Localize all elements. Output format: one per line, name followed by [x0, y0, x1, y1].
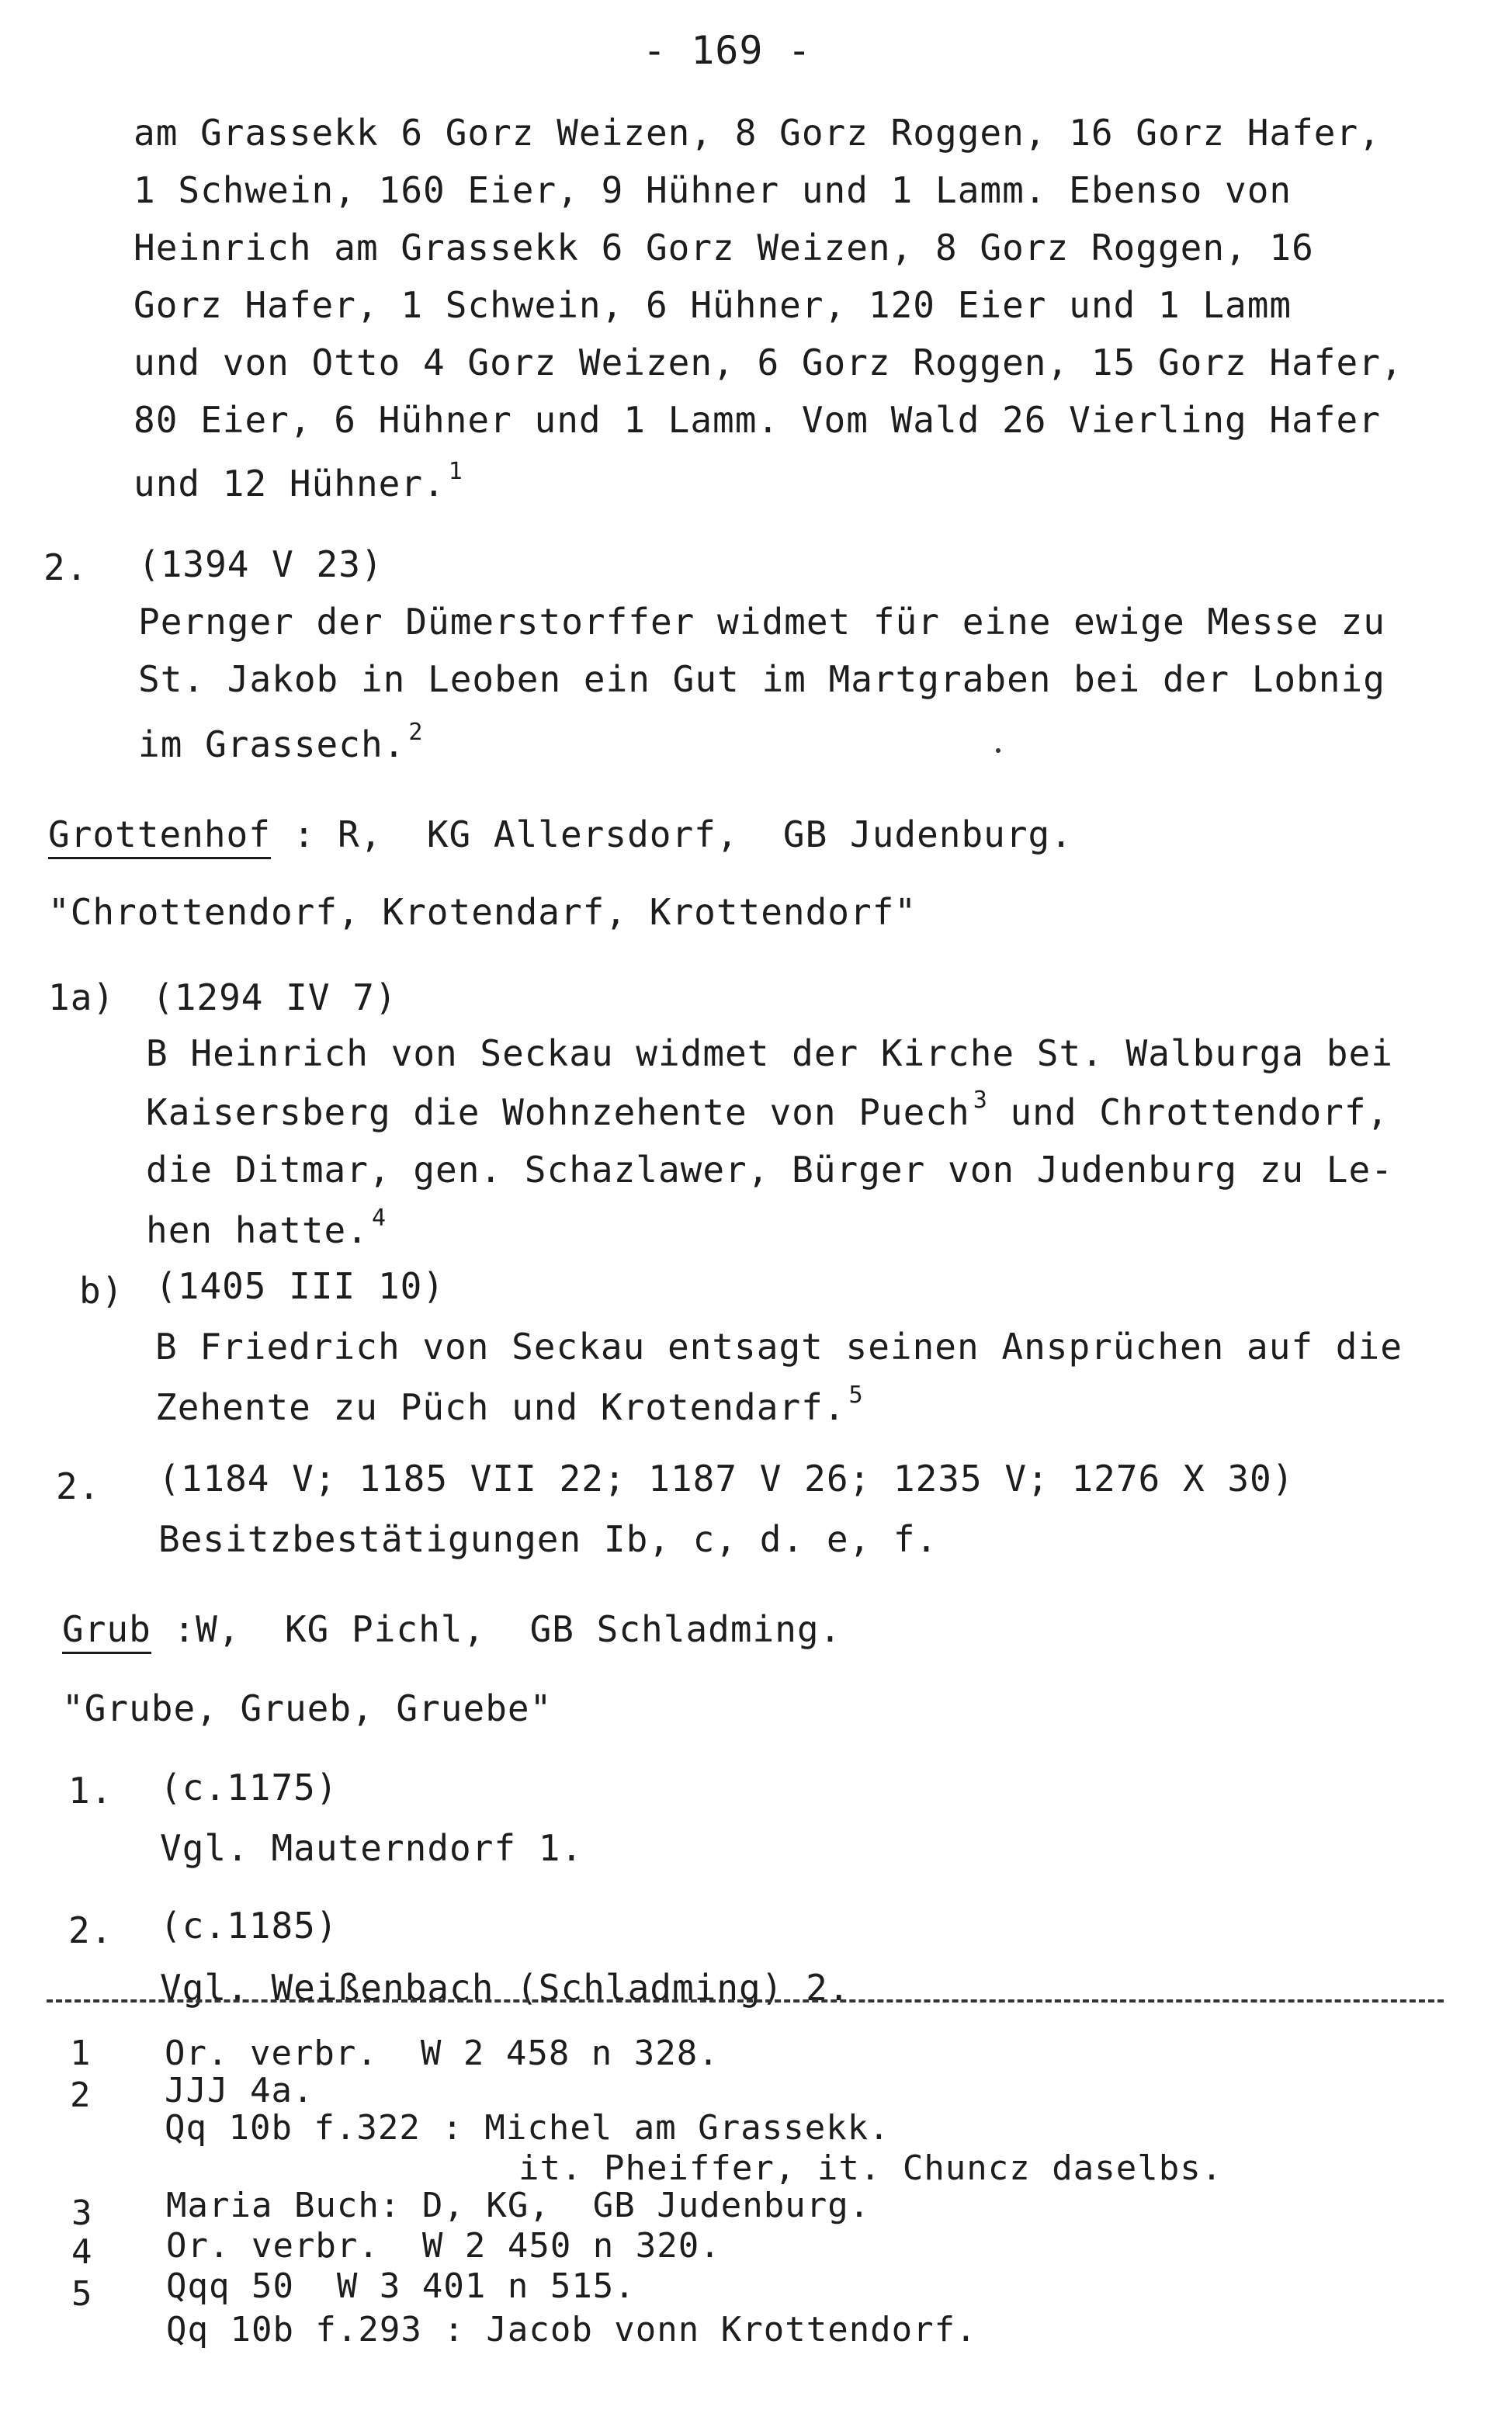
- text-line: [146, 1087, 1389, 1133]
- place-variants: "Grube, Grueb, Gruebe": [62, 1687, 553, 1729]
- text-line: Heinrich am Grassekk 6 Gorz Weizen, 8 Gorz Roggen, 16: [134, 227, 1314, 269]
- text-line: Vgl. Mauterndorf 1.: [160, 1827, 584, 1869]
- text-line: B Friedrich von Seckau entsagt seinen Ansprüchen auf die: [155, 1326, 1403, 1368]
- text-line: [155, 1382, 864, 1428]
- ink-speck: [996, 748, 1000, 753]
- place-details: :W, KG Pichl, GB Schladming.: [151, 1608, 842, 1650]
- footnote-ref: 4: [371, 1205, 387, 1232]
- text-line-content: Zehente zu Püch und Krotendarf.: [155, 1386, 846, 1428]
- entry-number: 1.: [68, 1770, 113, 1812]
- text-line: 1 Schwein, 160 Eier, 9 Hühner und 1 Lamm. Ebenso von: [134, 169, 1292, 211]
- entry-date: (c.1185): [160, 1905, 338, 1947]
- place-details: : R, KG Allersdorf, GB Judenburg.: [270, 813, 1073, 855]
- text-line-content: hen hatte.: [146, 1209, 369, 1251]
- footnote-text: JJJ 4a.: [165, 2071, 314, 2110]
- footnote-text: Qq 10b f.322 : Michel am Grassekk.: [165, 2108, 890, 2148]
- text-line: Besitzbestätigungen Ib, c, d. e, f.: [158, 1518, 938, 1560]
- entry-number: 2.: [68, 1909, 113, 1951]
- footnote-number: 5: [71, 2274, 93, 2314]
- footnote-ref: 3: [973, 1087, 988, 1114]
- text-line: Pernger der Dümerstorffer widmet für eine ewige Messe zu: [138, 601, 1385, 643]
- entry-date: (1394 V 23): [138, 543, 383, 585]
- text-line: [134, 458, 463, 505]
- footnote-separator: [47, 1999, 1444, 2003]
- footnote-text: Or. verbr. W 2 458 n 328.: [165, 2034, 720, 2073]
- place-heading: [48, 813, 1073, 855]
- place-variants: "Chrottendorf, Krotendarf, Krottendorf": [48, 891, 917, 933]
- text-line-content: Kaisersberg die Wohnzehente von Puech: [146, 1091, 970, 1133]
- entry-date: (1294 IV 7): [152, 976, 397, 1018]
- entry-date: (1184 V; 1185 VII 22; 1187 V 26; 1235 V; 1276 X 30): [158, 1458, 1295, 1500]
- footnote-text: Qq 10b f.293 : Jacob vonn Krottendorf.: [166, 2310, 977, 2349]
- entry-number: 2.: [56, 1465, 101, 1507]
- entry-number: b): [79, 1270, 124, 1312]
- text-line-content: und 12 Hühner.: [134, 463, 446, 505]
- footnote-text: Or. verbr. W 2 450 n 320.: [166, 2226, 721, 2266]
- text-line: Vgl. Weißenbach (Schladming) 2.: [160, 1967, 851, 2009]
- footnote-number: 3: [71, 2193, 93, 2233]
- footnote-number: 1: [70, 2034, 92, 2073]
- text-line: 80 Eier, 6 Hühner und 1 Lamm. Vom Wald 26 Vierling Hafer: [134, 399, 1381, 441]
- entry-date: (c.1175): [160, 1767, 338, 1808]
- text-line: B Heinrich von Seckau widmet der Kirche St. Walburga bei: [146, 1032, 1393, 1074]
- entry-date: (1405 III 10): [155, 1265, 446, 1307]
- text-line-content: und Chrottendorf,: [987, 1091, 1389, 1133]
- text-line-content: im Grassech.: [138, 723, 406, 765]
- text-line: [138, 719, 424, 765]
- text-line: die Ditmar, gen. Schazlawer, Bürger von Judenburg zu Le-: [146, 1149, 1393, 1191]
- page-number: - 169 -: [643, 28, 812, 73]
- entry-number: 1a): [48, 976, 116, 1018]
- text-line: Gorz Hafer, 1 Schwein, 6 Hühner, 120 Eier und 1 Lamm: [134, 284, 1292, 326]
- text-line: am Grassekk 6 Gorz Weizen, 8 Gorz Roggen, 16 Gorz Hafer,: [134, 112, 1381, 154]
- footnote-ref: 2: [408, 719, 424, 746]
- place-name: Grub: [62, 1608, 151, 1654]
- footnote-number: 2: [70, 2075, 92, 2115]
- text-line: St. Jakob in Leoben ein Gut im Martgraben bei der Lobnig: [138, 658, 1385, 700]
- text-line: [146, 1205, 387, 1251]
- place-heading: [62, 1608, 842, 1650]
- text-line: und von Otto 4 Gorz Weizen, 6 Gorz Roggen, 15 Gorz Hafer,: [134, 342, 1403, 383]
- footnote-text: it. Pheiffer, it. Chuncz daselbs.: [518, 2148, 1223, 2188]
- footnote-ref: 1: [448, 458, 463, 485]
- place-name: Grottenhof: [48, 813, 271, 859]
- footnote-text: Qqq 50 W 3 401 n 515.: [166, 2266, 636, 2306]
- footnote-text: Maria Buch: D, KG, GB Judenburg.: [166, 2186, 871, 2225]
- entry-number: 2.: [43, 546, 88, 588]
- footnote-ref: 5: [848, 1382, 864, 1409]
- footnote-number: 4: [71, 2232, 93, 2272]
